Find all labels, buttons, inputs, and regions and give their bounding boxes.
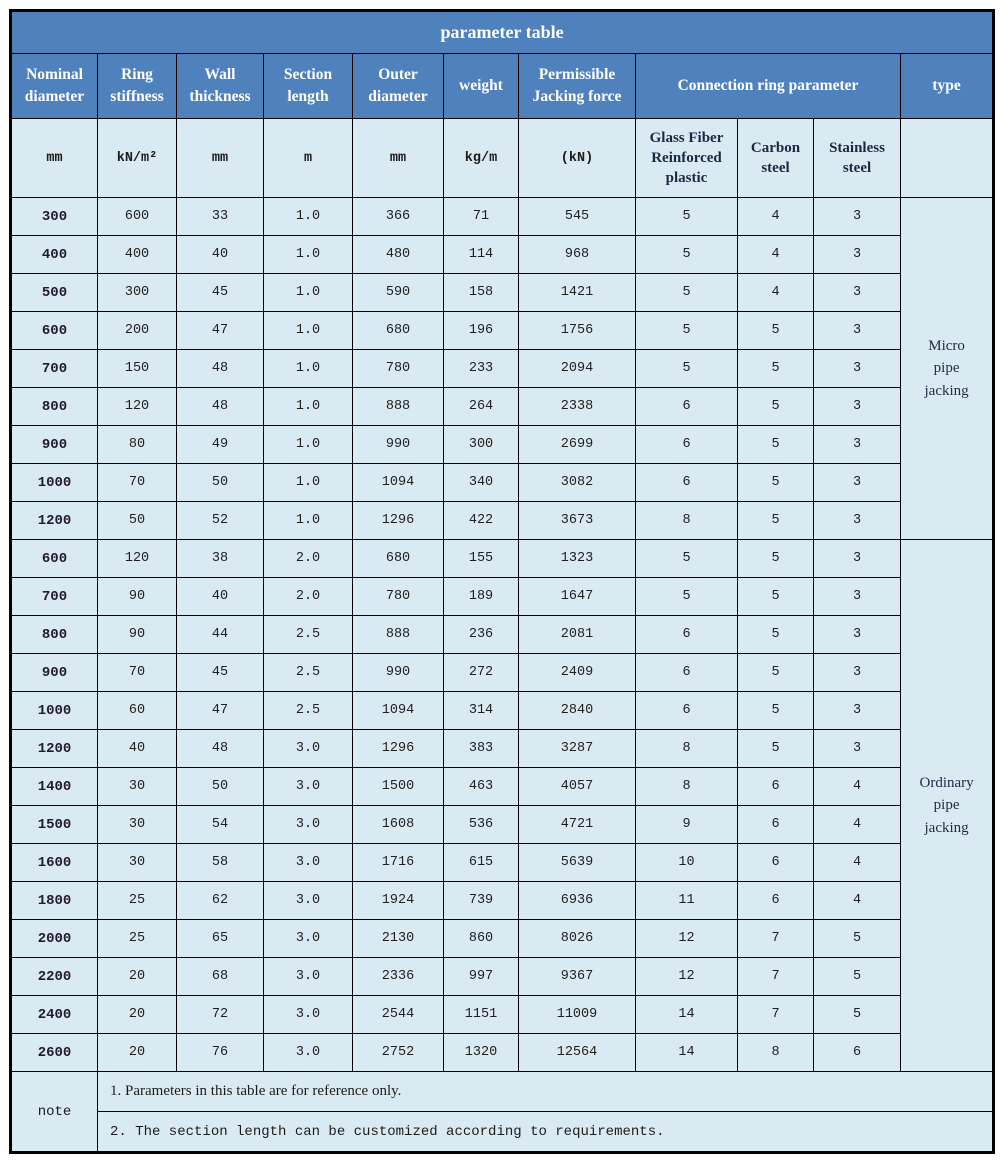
value-cell: 1.0: [264, 198, 353, 236]
nominal-diameter-cell: 300: [11, 198, 98, 236]
value-cell: 4: [814, 882, 901, 920]
note-row-2: [11, 1112, 994, 1153]
table-row: [11, 426, 994, 464]
pipe-type-cell: Micro pipe jacking: [901, 198, 994, 540]
nominal-diameter-cell: 2200: [11, 958, 98, 996]
nominal-diameter-cell: 2400: [11, 996, 98, 1034]
value-cell: 72: [177, 996, 264, 1034]
value-cell: 1.0: [264, 464, 353, 502]
value-cell: 990: [353, 654, 444, 692]
nominal-diameter-cell: 1400: [11, 768, 98, 806]
value-cell: 12: [636, 958, 738, 996]
value-cell: 340: [444, 464, 519, 502]
value-cell: 233: [444, 350, 519, 388]
value-cell: 6: [636, 616, 738, 654]
value-cell: 5: [738, 692, 814, 730]
unit-outer-diameter: mm: [353, 119, 444, 198]
value-cell: 4: [814, 806, 901, 844]
value-cell: 38: [177, 540, 264, 578]
value-cell: 8026: [519, 920, 636, 958]
table-row: [11, 806, 994, 844]
col-header-type: type: [901, 54, 994, 119]
value-cell: 54: [177, 806, 264, 844]
value-cell: 9367: [519, 958, 636, 996]
value-cell: 1323: [519, 540, 636, 578]
subcol-glass-fiber: Glass Fiber Reinforced plastic: [636, 119, 738, 198]
value-cell: 4721: [519, 806, 636, 844]
value-cell: 2544: [353, 996, 444, 1034]
nominal-diameter-cell: 1600: [11, 844, 98, 882]
value-cell: 5: [636, 274, 738, 312]
value-cell: 5: [738, 464, 814, 502]
nominal-diameter-cell: 600: [11, 540, 98, 578]
table-row: [11, 768, 994, 806]
value-cell: 7: [738, 958, 814, 996]
nominal-diameter-cell: 800: [11, 388, 98, 426]
table-row: [11, 882, 994, 920]
table-row: [11, 616, 994, 654]
value-cell: 6: [636, 426, 738, 464]
value-cell: 4: [738, 198, 814, 236]
table-row: [11, 844, 994, 882]
value-cell: 4057: [519, 768, 636, 806]
value-cell: 5639: [519, 844, 636, 882]
value-cell: 50: [177, 464, 264, 502]
table-row: [11, 730, 994, 768]
value-cell: 3.0: [264, 768, 353, 806]
table-row: [11, 198, 994, 236]
value-cell: 12: [636, 920, 738, 958]
value-cell: 5: [738, 426, 814, 464]
value-cell: 30: [98, 768, 177, 806]
value-cell: 6: [636, 464, 738, 502]
value-cell: 1716: [353, 844, 444, 882]
value-cell: 680: [353, 540, 444, 578]
value-cell: 62: [177, 882, 264, 920]
value-cell: 40: [177, 236, 264, 274]
unit-nominal-diameter: mm: [11, 119, 98, 198]
value-cell: 1.0: [264, 274, 353, 312]
value-cell: 3: [814, 692, 901, 730]
nominal-diameter-cell: 1200: [11, 502, 98, 540]
value-cell: 52: [177, 502, 264, 540]
value-cell: 615: [444, 844, 519, 882]
value-cell: 3.0: [264, 996, 353, 1034]
value-cell: 8: [738, 1034, 814, 1072]
value-cell: 25: [98, 882, 177, 920]
value-cell: 120: [98, 540, 177, 578]
value-cell: 25: [98, 920, 177, 958]
value-cell: 60: [98, 692, 177, 730]
table-row: [11, 578, 994, 616]
value-cell: 6: [814, 1034, 901, 1072]
value-cell: 2094: [519, 350, 636, 388]
value-cell: 2409: [519, 654, 636, 692]
value-cell: 2.5: [264, 654, 353, 692]
table-body: [11, 198, 994, 1072]
value-cell: 47: [177, 692, 264, 730]
note-line-2: 2. The section length can be customized according to requirements.: [98, 1112, 994, 1153]
value-cell: 5: [636, 350, 738, 388]
value-cell: 545: [519, 198, 636, 236]
nominal-diameter-cell: 500: [11, 274, 98, 312]
value-cell: 6: [738, 806, 814, 844]
table-row: [11, 236, 994, 274]
value-cell: 366: [353, 198, 444, 236]
table-row: [11, 920, 994, 958]
value-cell: 1.0: [264, 388, 353, 426]
value-cell: 2.0: [264, 578, 353, 616]
value-cell: 780: [353, 578, 444, 616]
value-cell: 48: [177, 730, 264, 768]
value-cell: 236: [444, 616, 519, 654]
col-header-weight: weight: [444, 54, 519, 119]
value-cell: 1320: [444, 1034, 519, 1072]
value-cell: 3: [814, 540, 901, 578]
value-cell: 30: [98, 844, 177, 882]
value-cell: 10: [636, 844, 738, 882]
value-cell: 50: [98, 502, 177, 540]
value-cell: 536: [444, 806, 519, 844]
subcol-carbon-steel: Carbon steel: [738, 119, 814, 198]
value-cell: 272: [444, 654, 519, 692]
value-cell: 4: [738, 236, 814, 274]
value-cell: 3: [814, 616, 901, 654]
value-cell: 1421: [519, 274, 636, 312]
value-cell: 1.0: [264, 350, 353, 388]
value-cell: 1756: [519, 312, 636, 350]
value-cell: 422: [444, 502, 519, 540]
value-cell: 3: [814, 236, 901, 274]
unit-wall-thickness: mm: [177, 119, 264, 198]
value-cell: 6: [636, 654, 738, 692]
value-cell: 58: [177, 844, 264, 882]
value-cell: 189: [444, 578, 519, 616]
value-cell: 2130: [353, 920, 444, 958]
value-cell: 1151: [444, 996, 519, 1034]
value-cell: 3287: [519, 730, 636, 768]
table-row: [11, 388, 994, 426]
table-row: [11, 996, 994, 1034]
value-cell: 6: [738, 768, 814, 806]
table-row: [11, 540, 994, 578]
value-cell: 44: [177, 616, 264, 654]
value-cell: 9: [636, 806, 738, 844]
value-cell: 860: [444, 920, 519, 958]
table-row: [11, 312, 994, 350]
nominal-diameter-cell: 600: [11, 312, 98, 350]
value-cell: 11009: [519, 996, 636, 1034]
value-cell: 264: [444, 388, 519, 426]
value-cell: 3.0: [264, 882, 353, 920]
value-cell: 8: [636, 502, 738, 540]
value-cell: 33: [177, 198, 264, 236]
unit-section-length: m: [264, 119, 353, 198]
value-cell: 6936: [519, 882, 636, 920]
value-cell: 968: [519, 236, 636, 274]
value-cell: 45: [177, 274, 264, 312]
value-cell: 5: [636, 578, 738, 616]
value-cell: 1608: [353, 806, 444, 844]
value-cell: 120: [98, 388, 177, 426]
table-row: [11, 654, 994, 692]
header-row: [11, 54, 994, 119]
table-row: [11, 464, 994, 502]
nominal-diameter-cell: 1200: [11, 730, 98, 768]
value-cell: 680: [353, 312, 444, 350]
value-cell: 2.5: [264, 692, 353, 730]
value-cell: 1.0: [264, 312, 353, 350]
value-cell: 600: [98, 198, 177, 236]
value-cell: 400: [98, 236, 177, 274]
value-cell: 5: [738, 540, 814, 578]
value-cell: 5: [814, 958, 901, 996]
value-cell: 6: [636, 692, 738, 730]
value-cell: 30: [98, 806, 177, 844]
note-label: note: [11, 1072, 98, 1153]
value-cell: 1094: [353, 692, 444, 730]
nominal-diameter-cell: 400: [11, 236, 98, 274]
value-cell: 3.0: [264, 920, 353, 958]
value-cell: 463: [444, 768, 519, 806]
value-cell: 3: [814, 578, 901, 616]
value-cell: 5: [738, 730, 814, 768]
col-header-ring-stiffness: Ring stiffness: [98, 54, 177, 119]
value-cell: 3: [814, 464, 901, 502]
value-cell: 12564: [519, 1034, 636, 1072]
value-cell: 739: [444, 882, 519, 920]
nominal-diameter-cell: 800: [11, 616, 98, 654]
value-cell: 76: [177, 1034, 264, 1072]
value-cell: 2.0: [264, 540, 353, 578]
value-cell: 314: [444, 692, 519, 730]
value-cell: 114: [444, 236, 519, 274]
nominal-diameter-cell: 2000: [11, 920, 98, 958]
value-cell: 6: [738, 844, 814, 882]
value-cell: 20: [98, 1034, 177, 1072]
value-cell: 70: [98, 464, 177, 502]
value-cell: 3: [814, 426, 901, 464]
value-cell: 47: [177, 312, 264, 350]
unit-jacking-force: (kN): [519, 119, 636, 198]
value-cell: 158: [444, 274, 519, 312]
col-header-connection-ring: Connection ring parameter: [636, 54, 901, 119]
value-cell: 80: [98, 426, 177, 464]
value-cell: 50: [177, 768, 264, 806]
nominal-diameter-cell: 2600: [11, 1034, 98, 1072]
value-cell: 5: [738, 312, 814, 350]
value-cell: 997: [444, 958, 519, 996]
value-cell: 3: [814, 502, 901, 540]
value-cell: 1296: [353, 502, 444, 540]
value-cell: 5: [738, 502, 814, 540]
value-cell: 2338: [519, 388, 636, 426]
unit-weight: kg/m: [444, 119, 519, 198]
units-row: [11, 119, 994, 198]
value-cell: 150: [98, 350, 177, 388]
value-cell: 2840: [519, 692, 636, 730]
value-cell: 48: [177, 388, 264, 426]
value-cell: 3082: [519, 464, 636, 502]
value-cell: 888: [353, 388, 444, 426]
table-row: [11, 1034, 994, 1072]
value-cell: 590: [353, 274, 444, 312]
value-cell: 6: [738, 882, 814, 920]
unit-ring-stiffness: kN/m²: [98, 119, 177, 198]
col-header-nominal-diameter: Nominal diameter: [11, 54, 98, 119]
value-cell: 3: [814, 350, 901, 388]
value-cell: 3: [814, 654, 901, 692]
value-cell: 300: [444, 426, 519, 464]
value-cell: 5: [814, 920, 901, 958]
value-cell: 4: [738, 274, 814, 312]
value-cell: 3: [814, 274, 901, 312]
value-cell: 70: [98, 654, 177, 692]
table-title: parameter table: [11, 11, 994, 54]
type-unit-empty-cell: [901, 119, 994, 198]
value-cell: 65: [177, 920, 264, 958]
value-cell: 1.0: [264, 236, 353, 274]
parameter-table: [9, 9, 995, 1154]
value-cell: 5: [738, 616, 814, 654]
value-cell: 5: [738, 578, 814, 616]
nominal-diameter-cell: 900: [11, 426, 98, 464]
col-header-wall-thickness: Wall thickness: [177, 54, 264, 119]
value-cell: 40: [98, 730, 177, 768]
value-cell: 1500: [353, 768, 444, 806]
value-cell: 1924: [353, 882, 444, 920]
value-cell: 990: [353, 426, 444, 464]
note-line-1: 1. Parameters in this table are for reference only.: [98, 1072, 994, 1112]
value-cell: 14: [636, 996, 738, 1034]
value-cell: 3.0: [264, 730, 353, 768]
table-row: [11, 274, 994, 312]
value-cell: 49: [177, 426, 264, 464]
value-cell: 3: [814, 388, 901, 426]
value-cell: 5: [636, 312, 738, 350]
value-cell: 1296: [353, 730, 444, 768]
value-cell: 2.5: [264, 616, 353, 654]
note-row-1: [11, 1072, 994, 1112]
value-cell: 5: [636, 540, 738, 578]
value-cell: 3: [814, 198, 901, 236]
value-cell: 1094: [353, 464, 444, 502]
value-cell: 2752: [353, 1034, 444, 1072]
value-cell: 888: [353, 616, 444, 654]
value-cell: 196: [444, 312, 519, 350]
value-cell: 1.0: [264, 502, 353, 540]
value-cell: 3673: [519, 502, 636, 540]
value-cell: 1647: [519, 578, 636, 616]
value-cell: 155: [444, 540, 519, 578]
value-cell: 4: [814, 844, 901, 882]
value-cell: 40: [177, 578, 264, 616]
value-cell: 20: [98, 958, 177, 996]
value-cell: 3: [814, 730, 901, 768]
nominal-diameter-cell: 1000: [11, 464, 98, 502]
value-cell: 480: [353, 236, 444, 274]
value-cell: 68: [177, 958, 264, 996]
value-cell: 6: [636, 388, 738, 426]
value-cell: 2336: [353, 958, 444, 996]
value-cell: 20: [98, 996, 177, 1034]
value-cell: 5: [814, 996, 901, 1034]
value-cell: 48: [177, 350, 264, 388]
value-cell: 5: [738, 350, 814, 388]
nominal-diameter-cell: 700: [11, 578, 98, 616]
value-cell: 7: [738, 996, 814, 1034]
col-header-section-length: Section length: [264, 54, 353, 119]
title-row: [11, 11, 994, 54]
value-cell: 383: [444, 730, 519, 768]
col-header-outer-diameter: Outer diameter: [353, 54, 444, 119]
value-cell: 11: [636, 882, 738, 920]
value-cell: 5: [738, 654, 814, 692]
value-cell: 5: [636, 236, 738, 274]
value-cell: 200: [98, 312, 177, 350]
value-cell: 71: [444, 198, 519, 236]
value-cell: 2081: [519, 616, 636, 654]
nominal-diameter-cell: 900: [11, 654, 98, 692]
subcol-stainless-steel: Stainless steel: [814, 119, 901, 198]
table-row: [11, 350, 994, 388]
value-cell: 5: [636, 198, 738, 236]
value-cell: 300: [98, 274, 177, 312]
value-cell: 1.0: [264, 426, 353, 464]
nominal-diameter-cell: 700: [11, 350, 98, 388]
nominal-diameter-cell: 1800: [11, 882, 98, 920]
pipe-type-cell: Ordinary pipe jacking: [901, 540, 994, 1072]
nominal-diameter-cell: 1500: [11, 806, 98, 844]
table-row: [11, 502, 994, 540]
value-cell: 4: [814, 768, 901, 806]
table-row: [11, 692, 994, 730]
value-cell: 90: [98, 616, 177, 654]
value-cell: 7: [738, 920, 814, 958]
value-cell: 14: [636, 1034, 738, 1072]
value-cell: 3: [814, 312, 901, 350]
value-cell: 5: [738, 388, 814, 426]
value-cell: 90: [98, 578, 177, 616]
value-cell: 8: [636, 768, 738, 806]
value-cell: 3.0: [264, 958, 353, 996]
nominal-diameter-cell: 1000: [11, 692, 98, 730]
value-cell: 8: [636, 730, 738, 768]
value-cell: 3.0: [264, 844, 353, 882]
value-cell: 2699: [519, 426, 636, 464]
col-header-jacking-force: Permissible Jacking force: [519, 54, 636, 119]
value-cell: 3.0: [264, 1034, 353, 1072]
value-cell: 45: [177, 654, 264, 692]
table-row: [11, 958, 994, 996]
value-cell: 3.0: [264, 806, 353, 844]
value-cell: 780: [353, 350, 444, 388]
